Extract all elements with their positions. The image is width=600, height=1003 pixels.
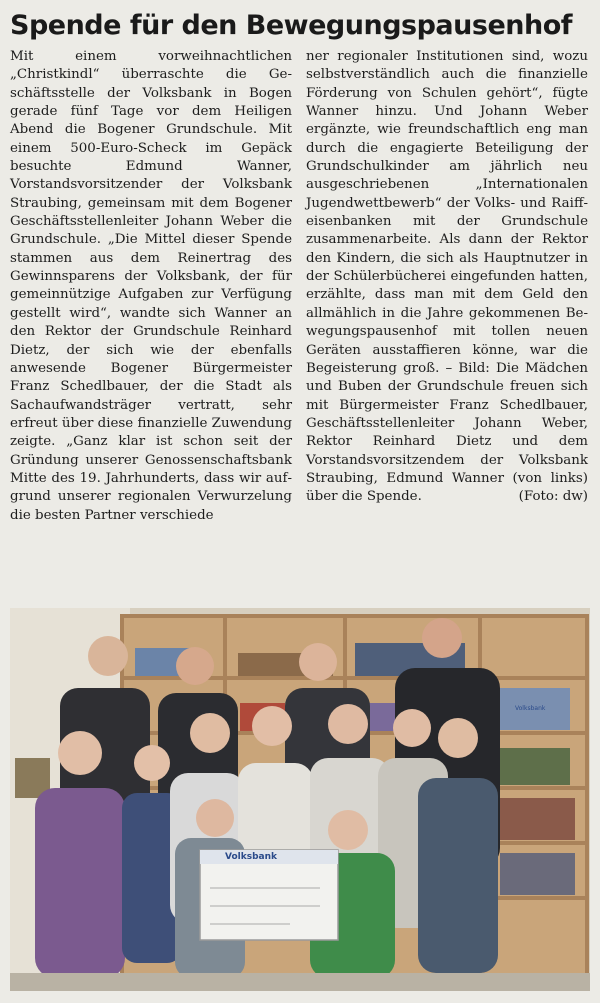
article-text-right — [306, 48, 588, 507]
cheque — [200, 850, 338, 940]
cheque-brand: Volksbank — [225, 852, 277, 862]
article-column-right — [306, 48, 588, 507]
group-photo — [10, 608, 590, 991]
shelf-label: Volksbank — [515, 705, 546, 712]
article-headline: Spende für den Bewegungspausenhof — [10, 10, 572, 41]
group-photo-illustration — [10, 608, 590, 991]
article-text-left: Mit einem vorweihnachtlichen „Christkindl“ überraschte die Geschäftsstelle der Volksbank in Bogen gerade fünf Tage vor dem Heiligen Abend die Bogener Grundschule. Mit einem 500-Euro-Scheck im Gepäck besuchte Edmund Wanner, Vorstandsvorsitzender der Volksbank Straubing, gemeinsam mit dem Bogener Geschäftsstellenleiter Johann Weber die Grundschule. „Die Mittel dieser Spende stammen aus dem Reinertrag des Gewinnsparens der Volksbank, der für gemeinnützige Aufgaben zur Verfügung gestellt wird“, wandte sich Wanner an den Rektor der Grundschule Reinhard Dietz, der sich wie der ebenfalls anwesende Bogener Bürgermeister Franz Schedlbauer, der die Stadt als Sachaufwandsträger vertratt, sehr erfreut über diese finanzielle Zuwendung zeigte. „Ganz klar ist schon seit der Gründung unserer Genossenschaftsbank Mitte des 19. Jahrhunderts, dass wir aufgrund unserer regionalen Verwurzelung die besten Partner verschiede — [10, 49, 292, 523]
article-text-right-body: ner regionaler Institutionen sind, wozu selbstverständlich auch die finanzielle Förderung von Schulen gehört“, fügte Wanner hinzu. Und Johann Weber ergänzte, wie freundschaftlich eng man durch die engagierte Beteiligung der Grundschulkinder am jährlich neu ausgeschriebenen „Internationalen Jugendwettbewerb“ der Volks- und Raiffeisenbanken mit der Grundschule zusammenarbeite. Als dann der Rektor den Kindern, die sich als Hauptnutzer in der Schülerbücherei eingefunden hatten, erzählte, dass man mit dem Geld den allmählich in die Jahre gekommenen Bewegungspausenhof mit tollen neuen Geräten ausstaffieren könne, war die Begeisterung groß. – Bild: Die Mädchen und Buben der Grundschule freuen sich mit Bürgermeister Franz Schedlbauer, Geschäftsstellenleiter Johann Weber, Rektor Reinhard Dietz und dem Vorstandsvorsitzendem der Volksbank Straubing, Edmund Wanner (von links) über die Spende. — [306, 49, 588, 505]
article-column-left — [10, 48, 292, 525]
photo-credit: (Foto: dw) — [518, 489, 588, 505]
